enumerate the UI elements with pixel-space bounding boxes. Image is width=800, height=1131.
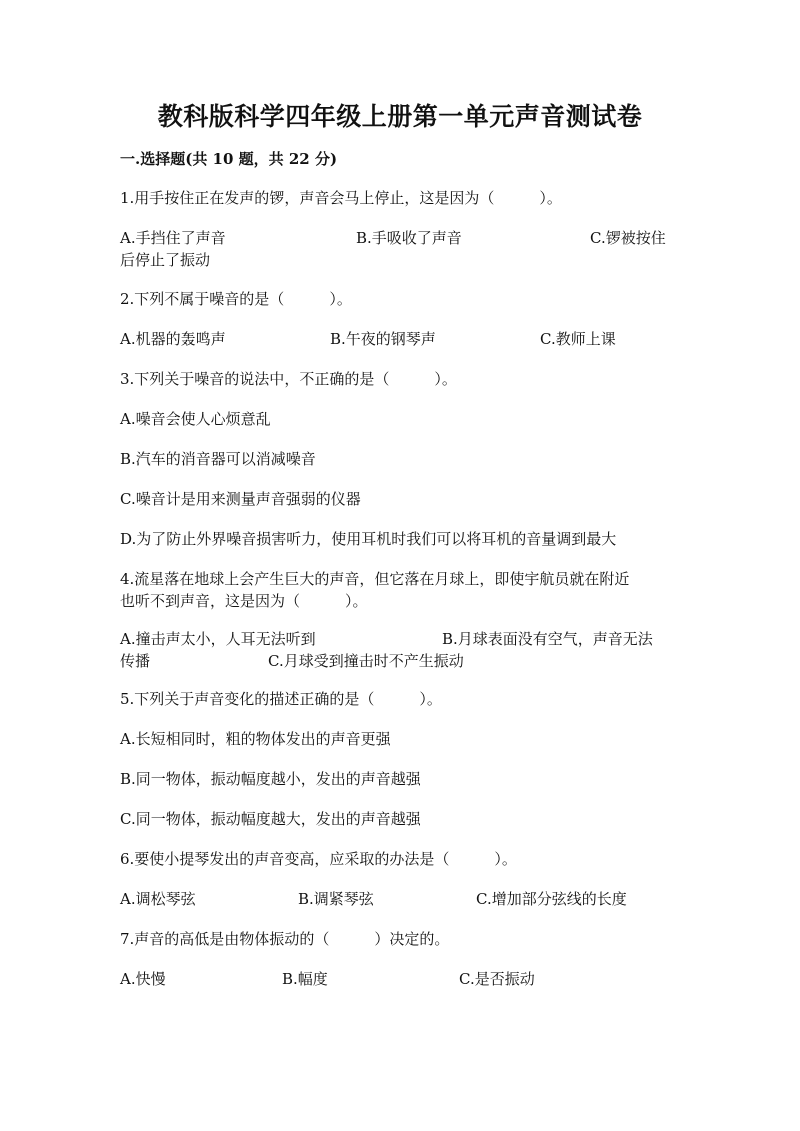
question-5-option-a: A.长短相同时，粗的物体发出的声音更强 <box>120 730 391 748</box>
question-1-stem: 1.用手按住正在发声的锣，声音会马上停止，这是因为（ ）。 <box>120 189 562 207</box>
question-7-stem: 7.声音的高低是由物体振动的（ ）决定的。 <box>120 930 450 948</box>
question-4-option-c: C.月球受到撞击时不产生振动 <box>268 652 464 670</box>
question-6-option-b: B.调紧琴弦 <box>298 890 374 908</box>
question-4-option-a: A.撞击声太小，人耳无法听到 <box>120 630 316 648</box>
question-3-option-c: C.噪音计是用来测量声音强弱的仪器 <box>120 490 361 508</box>
question-6-stem: 6.要使小提琴发出的声音变高，应采取的办法是（ ）。 <box>120 850 517 868</box>
question-2-option-a: A.机器的轰鸣声 <box>120 330 226 348</box>
question-6-option-a: A.调松琴弦 <box>120 890 196 908</box>
question-2-option-b: B.午夜的钢琴声 <box>330 330 436 348</box>
question-3-stem: 3.下列关于噪音的说法中，不正确的是（ ）。 <box>120 370 457 388</box>
question-1-option-a: A.手挡住了声音 <box>120 229 226 247</box>
section-heading: 一.选择题(共 10 题，共 22 分) <box>120 150 338 168</box>
question-5-stem: 5.下列关于声音变化的描述正确的是（ ）。 <box>120 690 442 708</box>
question-1-option-b: B.手吸收了声音 <box>356 229 462 247</box>
question-2-stem: 2.下列不属于噪音的是（ ）。 <box>120 290 352 308</box>
page-title: 教科版科学四年级上册第一单元声音测试卷 <box>157 102 643 131</box>
question-3-option-d: D.为了防止外界噪音损害听力，使用耳机时我们可以将耳机的音量调到最大 <box>120 530 617 548</box>
question-7-option-c: C.是否振动 <box>459 970 535 988</box>
question-2-option-c: C.教师上课 <box>540 330 616 348</box>
question-7-option-b: B.幅度 <box>282 970 328 988</box>
question-1-option-c: C.锣被按住 <box>590 229 666 247</box>
question-4-stem-line2: 也听不到声音，这是因为（ ）。 <box>120 592 368 610</box>
question-5-option-c: C.同一物体，振动幅度越大，发出的声音越强 <box>120 810 421 828</box>
question-4-option-b-continued: 传播 <box>120 652 151 670</box>
question-3-option-a: A.噪音会使人心烦意乱 <box>120 410 271 428</box>
question-4-option-b: B.月球表面没有空气，声音无法 <box>442 630 653 648</box>
question-1-option-c-continued: 后停止了振动 <box>120 251 211 269</box>
question-6-option-c: C.增加部分弦线的长度 <box>476 890 627 908</box>
question-4-stem-line1: 4.流星落在地球上会产生巨大的声音，但它落在月球上，即使宇航员就在附近 <box>120 570 630 588</box>
question-5-option-b: B.同一物体，振动幅度越小，发出的声音越强 <box>120 770 421 788</box>
question-3-option-b: B.汽车的消音器可以消减噪音 <box>120 450 316 468</box>
question-7-option-a: A.快慢 <box>120 970 166 988</box>
